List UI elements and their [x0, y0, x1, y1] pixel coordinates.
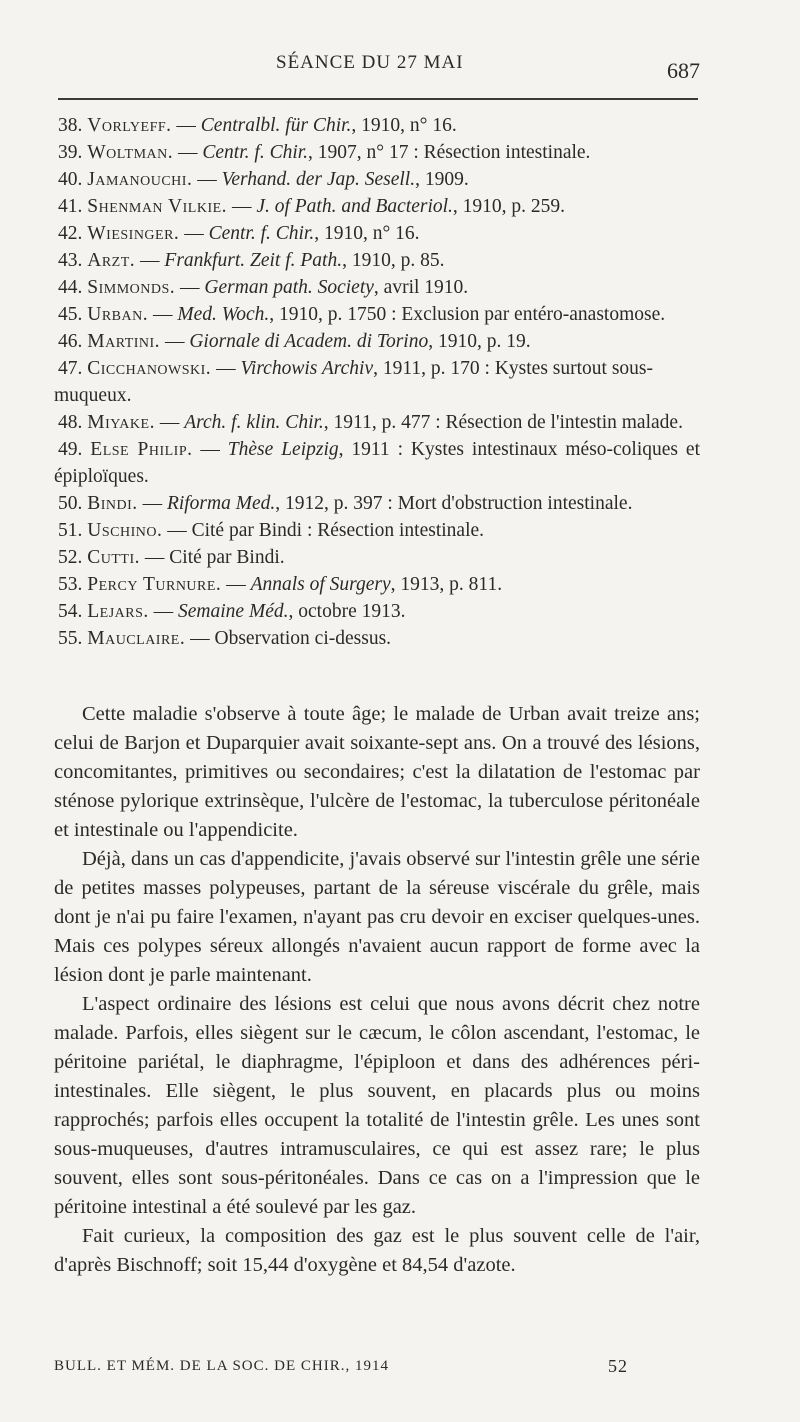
reference-item	[54, 328, 700, 355]
page-header	[54, 52, 700, 84]
reference-number: 46.	[58, 331, 83, 352]
reference-details: , 1910, n° 16.	[314, 223, 420, 244]
reference-number: 47.	[58, 358, 83, 379]
reference-journal: Giornale di Academ. di Torino	[189, 331, 429, 352]
reference-author: Miyake.	[87, 412, 155, 433]
reference-author: Cutti.	[87, 547, 141, 568]
page-number: 687	[667, 58, 700, 83]
reference-journal: Riforma Med.	[166, 493, 276, 514]
reference-number: 48.	[58, 412, 83, 433]
reference-author: Urban.	[87, 304, 149, 325]
reference-journal: Frankfurt. Zeit f. Path.	[164, 250, 343, 271]
reference-details: , 1911 : Kystes intestinaux méso-coliques et épiploïques.	[54, 439, 700, 487]
reference-item	[54, 436, 700, 490]
reference-item	[54, 112, 700, 139]
reference-author: Cicchanowski.	[87, 358, 212, 379]
reference-details: , 1910, p. 85.	[342, 250, 445, 271]
reference-details: , 1909.	[415, 169, 469, 190]
reference-journal: Centralbl. für Chir.	[200, 115, 352, 136]
reference-separator: —	[148, 304, 178, 325]
footer-citation: BULL. ET MÉM. DE LA SOC. DE CHIR., 1914	[54, 1358, 389, 1374]
body-text	[54, 700, 700, 1280]
reference-author: Woltman.	[87, 142, 174, 163]
reference-separator: —	[171, 115, 201, 136]
reference-author: Arzt.	[87, 250, 136, 271]
reference-separator: —	[148, 601, 179, 622]
reference-separator: —	[185, 628, 215, 649]
reference-number: 52.	[58, 547, 83, 568]
reference-author: Bindi.	[87, 493, 138, 514]
reference-details: Cité par Bindi.	[169, 547, 285, 568]
reference-journal: Annals of Surgery	[250, 574, 391, 595]
reference-number: 40.	[58, 169, 83, 190]
reference-journal: Arch. f. klin. Chir.	[184, 412, 324, 433]
reference-item	[54, 571, 700, 598]
reference-author: Mauclaire.	[87, 628, 186, 649]
reference-journal: Virchowis Archiv	[240, 358, 374, 379]
reference-journal: Semaine Méd.	[178, 601, 289, 622]
reference-author: Uschino.	[87, 520, 163, 541]
paragraph: Fait curieux, la composition des gaz est le plus souvent celle de l'air, d'après Bischnoff; soit 15,44 d'oxygène et 84,54 d'azote.	[54, 1225, 700, 1276]
reference-details: , 1910, p. 1750 : Exclusion par entéro-anastomose.	[269, 304, 666, 325]
reference-number: 49.	[58, 439, 83, 460]
reference-author: Shenman Vilkie.	[87, 196, 228, 217]
reference-details: , 1911, p. 170 : Kystes surtout sous-muqueux.	[54, 358, 654, 406]
reference-details: , 1912, p. 397 : Mort d'obstruction intestinale.	[275, 493, 633, 514]
reference-item	[54, 625, 700, 652]
reference-separator: —	[179, 223, 209, 244]
reference-number: 39.	[58, 142, 83, 163]
reference-details: , avril 1910.	[373, 277, 469, 298]
reference-separator: —	[192, 439, 228, 460]
reference-details: , 1907, n° 17 : Résection intestinale.	[308, 142, 591, 163]
reference-author: Jamanouchi.	[87, 169, 193, 190]
document-page	[54, 0, 700, 1422]
reference-item	[54, 166, 700, 193]
reference-details: , 1911, p. 477 : Résection de l'intestin malade.	[323, 412, 683, 433]
reference-item	[54, 301, 700, 328]
reference-separator: —	[221, 574, 251, 595]
reference-separator: —	[211, 358, 241, 379]
reference-journal: J. of Path. and Bacteriol.	[256, 196, 453, 217]
reference-number: 38.	[58, 115, 83, 136]
paragraph: Déjà, dans un cas d'appendicite, j'avais observé sur l'intestin grêle une série de petites masses polypeuses, partant de la séreuse viscérale du grêle, mais dont je n'ai pu faire l'examen, n'ayant pas cru devoir en exciser quelques-unes. Mais ces polypes séreux allongés n'avaient aucun rapport de forme avec la lésion dont je parle maintenant.	[54, 848, 700, 986]
reference-item	[54, 517, 700, 544]
reference-number: 42.	[58, 223, 83, 244]
reference-separator: —	[137, 493, 167, 514]
reference-separator: —	[162, 520, 192, 541]
reference-separator: —	[175, 277, 205, 298]
reference-item	[54, 490, 700, 517]
reference-author: Wiesinger.	[87, 223, 180, 244]
signature-mark: 52	[608, 1356, 628, 1376]
reference-journal: Centr. f. Chir.	[202, 142, 309, 163]
reference-number: 53.	[58, 574, 83, 595]
reference-item	[54, 247, 700, 274]
reference-number: 43.	[58, 250, 83, 271]
page-footer	[54, 1358, 700, 1382]
reference-item	[54, 139, 700, 166]
reference-number: 41.	[58, 196, 83, 217]
reference-journal: Thèse Leipzig	[227, 439, 339, 460]
reference-item	[54, 220, 700, 247]
reference-number: 50.	[58, 493, 83, 514]
reference-separator: —	[154, 412, 185, 433]
reference-item	[54, 193, 700, 220]
reference-item	[54, 544, 700, 571]
reference-number: 55.	[58, 628, 83, 649]
reference-details: , 1910, p. 259.	[452, 196, 566, 217]
reference-separator: —	[135, 250, 165, 271]
reference-author: Else Philip.	[90, 439, 193, 460]
reference-number: 45.	[58, 304, 83, 325]
reference-author: Vorlyeff.	[87, 115, 172, 136]
reference-separator: —	[173, 142, 203, 163]
reference-item	[54, 355, 700, 409]
reference-separator: —	[227, 196, 257, 217]
reference-details: , octobre 1913.	[288, 601, 406, 622]
reference-separator: —	[192, 169, 222, 190]
reference-details: Cité par Bindi : Résection intestinale.	[191, 520, 485, 541]
header-rule	[58, 98, 698, 100]
reference-journal: Centr. f. Chir.	[208, 223, 315, 244]
reference-author: Martini.	[87, 331, 161, 352]
reference-number: 51.	[58, 520, 83, 541]
paragraph: L'aspect ordinaire des lésions est celui que nous avons décrit chez notre malade. Parfois, elles siègent sur le cæcum, le côlon ascendant, l'estomac, le péritoine pariétal, le diaphragme, l'épiploon et dans des adhérences péri-intestinales. Elle siègent, le plus souvent, en placards plus ou moins rapprochés; parfois elles occupent la totalité de l'intestin grêle. Les unes sont sous-muqueuses, d'autres intramusculaires, ce qui est assez rare; le plus souvent, elles sont sous-péritonéales. Dans ce cas on a l'impression que le péritoine intestinal a été soulevé par les gaz.	[54, 993, 700, 1218]
reference-author: Lejars.	[87, 601, 149, 622]
reference-details: , 1910, n° 16.	[351, 115, 457, 136]
reference-number: 44.	[58, 277, 83, 298]
reference-details: , 1913, p. 811.	[390, 574, 503, 595]
reference-journal: Verhand. der Jap. Sesell.	[221, 169, 416, 190]
reference-item	[54, 409, 700, 436]
reference-details: Observation ci-dessus.	[214, 628, 392, 649]
reference-details: , 1910, p. 19.	[428, 331, 531, 352]
reference-item	[54, 598, 700, 625]
reference-list	[54, 112, 700, 652]
reference-separator: —	[160, 331, 190, 352]
reference-author: Simmonds.	[87, 277, 176, 298]
reference-author: Percy Turnure.	[87, 574, 222, 595]
reference-number: 54.	[58, 601, 83, 622]
running-title: SÉANCE DU 27 MAI	[276, 52, 464, 73]
reference-item	[54, 274, 700, 301]
reference-separator: —	[140, 547, 170, 568]
reference-journal: Med. Woch.	[177, 304, 270, 325]
reference-journal: German path. Society	[204, 277, 374, 298]
paragraph: Cette maladie s'observe à toute âge; le malade de Urban avait treize ans; celui de Barjon et Duparquier avait soixante-sept ans. On a trouvé des lésions, concomitantes, primitives ou secondaires; c'est la dilatation de l'estomac par sténose pylorique extrinsèque, l'ulcère de l'estomac, la tuberculose péritonéale et intestinale ou l'appendicite.	[54, 703, 700, 841]
